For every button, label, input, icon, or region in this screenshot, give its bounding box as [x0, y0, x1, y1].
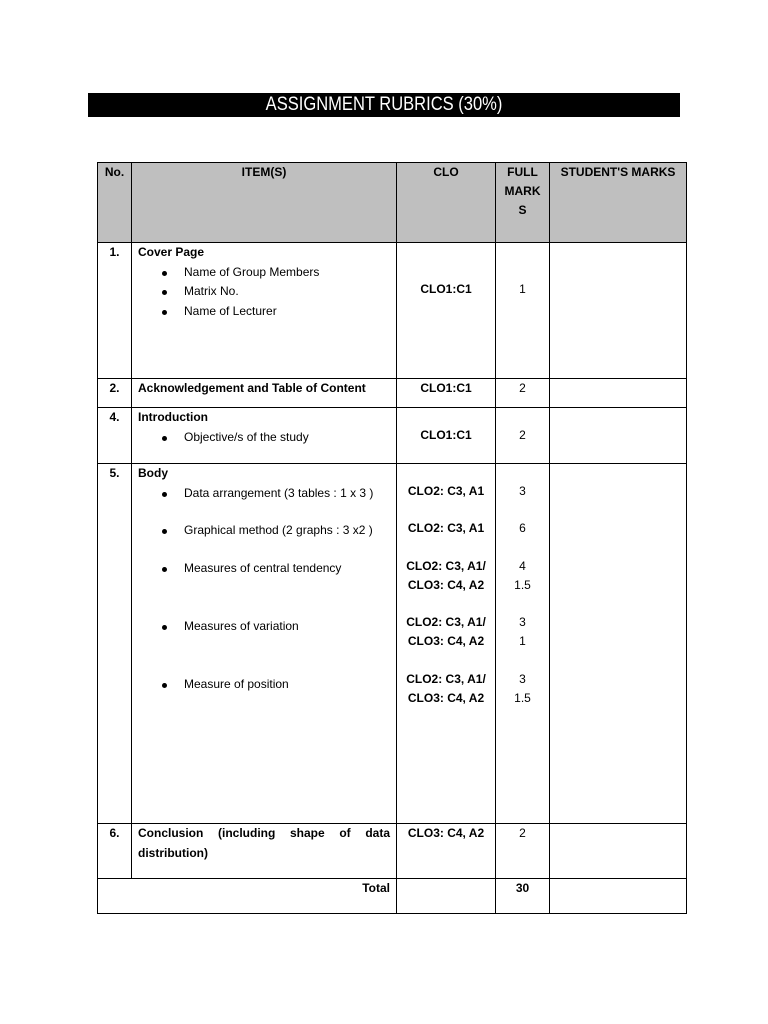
- clo-value: CLO2: C3, A1: [407, 484, 485, 498]
- bullet-item: [138, 263, 390, 283]
- clo-value: CLO2: C3, A1/: [406, 615, 486, 629]
- rubric-table: [97, 162, 687, 914]
- rubric-total-row: [98, 879, 687, 914]
- bullet-icon: [162, 625, 167, 630]
- bullet-item: [138, 617, 390, 637]
- bullet-text: Name of Lecturer: [184, 303, 277, 318]
- full-marks-cell: [496, 379, 550, 408]
- full-marks-value: 3: [519, 672, 526, 686]
- full-marks-value: 6: [519, 521, 526, 535]
- item-cell: [132, 243, 397, 379]
- item-cell: [132, 824, 397, 879]
- clo-value: CLO2: C3, A1/: [406, 672, 486, 686]
- bullet-icon: [162, 310, 167, 315]
- clo-group: [403, 557, 489, 595]
- bullet-text: Objective/s of the study: [184, 429, 309, 444]
- full-marks-value: 3: [519, 615, 526, 629]
- bullet-text: Measures of variation: [184, 619, 299, 633]
- rubric-row-body: [98, 464, 687, 824]
- full-marks-value: 1.5: [514, 578, 531, 592]
- rubric-row-cover-page: [98, 243, 687, 379]
- clo-group: [403, 613, 489, 651]
- clo-cell: [397, 824, 496, 879]
- full-marks-value: 3: [519, 484, 526, 498]
- clo-value: CLO3: C4, A2: [407, 691, 485, 705]
- bullet-item: [138, 559, 390, 579]
- clo-cell: [397, 243, 496, 379]
- full-marks-group: [502, 670, 543, 708]
- bullet-icon: [162, 436, 167, 441]
- document-title: ASSIGNMENT RUBRICS (30%): [265, 94, 503, 115]
- bullet-item: [138, 521, 390, 541]
- full-marks-cell: [496, 824, 550, 879]
- students-marks-cell: [550, 464, 687, 824]
- full-marks-value: 1: [519, 634, 526, 648]
- row-number: 1.: [98, 243, 132, 379]
- clo-value: CLO3: C4, A2: [407, 578, 485, 592]
- full-marks-value: 4: [519, 559, 526, 573]
- rubric-header-row: [98, 163, 687, 243]
- students-marks-cell: [550, 824, 687, 879]
- clo-group: [403, 519, 489, 538]
- full-marks-label: FULL MARKS: [504, 165, 541, 217]
- bullet-item: [138, 675, 390, 695]
- full-marks-group: [502, 613, 543, 651]
- full-marks-group: [502, 519, 543, 538]
- item-title: Body: [138, 466, 168, 480]
- item-title: Conclusion (including shape of data distribution): [138, 826, 390, 860]
- row-number: 6.: [98, 824, 132, 879]
- students-marks-cell: [550, 243, 687, 379]
- full-marks-value: 1: [519, 282, 526, 296]
- bullet-icon: [162, 271, 167, 276]
- column-header-no: No.: [98, 163, 132, 243]
- bullet-item: [138, 428, 390, 448]
- bullet-text: Data arrangement (3 tables : 1 x 3 ): [184, 485, 374, 500]
- row-number: 5.: [98, 464, 132, 824]
- full-marks-group: [502, 557, 543, 595]
- bullet-text: Graphical method (2 graphs : 3 x2 ): [184, 523, 373, 537]
- clo-group: [403, 670, 489, 708]
- clo-value: CLO2: C3, A1: [407, 521, 485, 535]
- column-header-clo: CLO: [397, 163, 496, 243]
- row-number: 4.: [98, 408, 132, 464]
- clo-cell: [397, 408, 496, 464]
- bullet-text: Matrix No.: [184, 284, 239, 298]
- item-title: Acknowledgement and Table of Content: [138, 381, 366, 395]
- full-marks-value: 1.5: [514, 691, 531, 705]
- full-marks-cell: [496, 243, 550, 379]
- bullet-item: [138, 302, 390, 322]
- column-header-students-marks: STUDENT'S MARKS: [550, 163, 687, 243]
- clo-value: CLO1:C1: [420, 381, 472, 395]
- bullet-icon: [162, 290, 167, 295]
- item-title: Introduction: [138, 410, 208, 424]
- clo-value: CLO1:C1: [420, 428, 472, 442]
- bullet-icon: [162, 529, 167, 534]
- total-full-marks: 30: [496, 879, 550, 914]
- rubric-row-conclusion: [98, 824, 687, 879]
- clo-cell: [397, 464, 496, 824]
- clo-group: [403, 482, 489, 501]
- rubric-row-acknowledgement: [98, 379, 687, 408]
- item-cell: [132, 464, 397, 824]
- clo-value: CLO2: C3, A1/: [406, 559, 486, 573]
- bullet-item: [138, 282, 390, 302]
- clo-cell: [397, 379, 496, 408]
- full-marks-group: [502, 482, 543, 501]
- full-marks-value: 2: [519, 381, 526, 395]
- item-title: Cover Page: [138, 245, 205, 259]
- total-label: Total: [98, 879, 397, 914]
- clo-value: CLO3: C4, A2: [407, 826, 485, 840]
- students-marks-cell: [550, 379, 687, 408]
- students-marks-cell: [550, 408, 687, 464]
- bullet-icon: [162, 683, 167, 688]
- rubric-row-introduction: [98, 408, 687, 464]
- full-marks-cell: [496, 464, 550, 824]
- bullet-icon: [162, 567, 167, 572]
- bullet-item: [138, 484, 390, 504]
- full-marks-cell: [496, 408, 550, 464]
- title-bar: [88, 93, 680, 117]
- bullet-text: Measures of central tendency: [184, 561, 342, 575]
- total-clo-cell: [397, 879, 496, 914]
- full-marks-value: 2: [519, 826, 526, 840]
- row-number: 2.: [98, 379, 132, 408]
- bullet-text: Measure of position: [184, 677, 289, 691]
- bullet-text: Name of Group Members: [184, 264, 320, 279]
- total-students-marks-cell: [550, 879, 687, 914]
- bullet-icon: [162, 492, 167, 497]
- item-cell: [132, 408, 397, 464]
- clo-value: CLO1:C1: [420, 282, 472, 296]
- column-header-items: ITEM(S): [132, 163, 397, 243]
- clo-value: CLO3: C4, A2: [407, 634, 485, 648]
- item-cell: [132, 379, 397, 408]
- column-header-full-marks: [496, 163, 550, 243]
- full-marks-value: 2: [519, 428, 526, 442]
